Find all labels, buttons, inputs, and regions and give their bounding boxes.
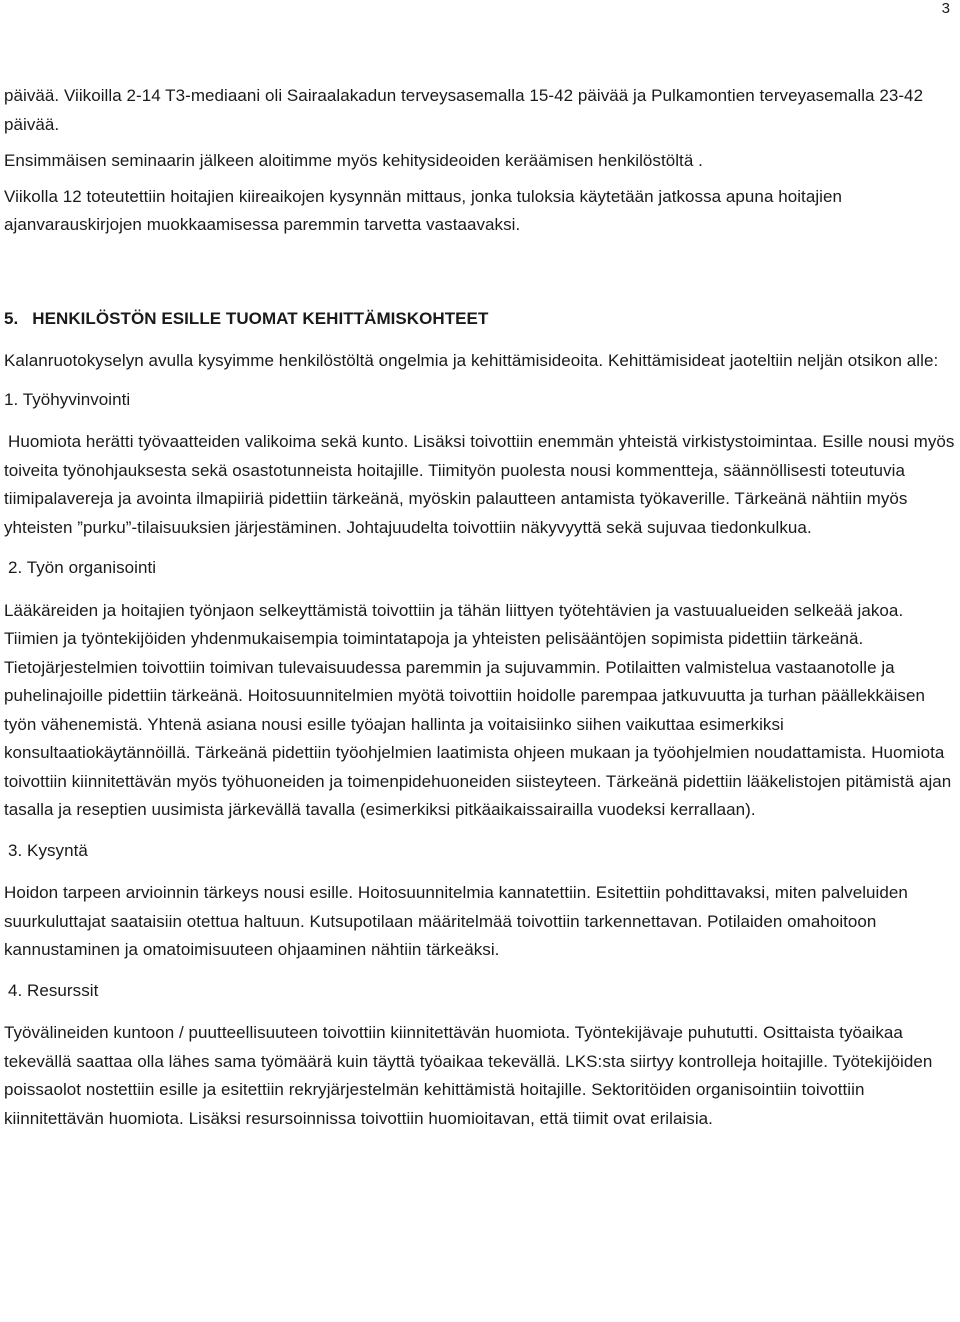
document-body [4,82,956,1145]
subsection-body-4: Työvälineiden kuntoon / puutteellisuuteen toivottiin kiinnitettävän huomiota. Työntekijävaje puhututti. Osittaista työaikaa tekevällä saattaa olla lähes sama työmäärä kuin täyttä työaikaa tekevällä. LKS:sta siirtyy kontrolleja hoitajille. Työtekijöiden poissaolot nostettiin esille ja esitettiin rekryjärjestelmän kehittämistä hoitajille. Sektoritöiden organisointiin toivottiin kiinnitettävän huomiota. Lisäksi resursoinnissa toivottiin huomioitavan, että tiimit ovat erilaisia. [4,1023,933,1128]
subsection-heading-3: 3. Kysyntä [8,840,88,860]
section-heading [4,305,956,334]
paragraph-intro-1: päivää. Viikoilla 2-14 T3-mediaani oli Sairaalakadun terveysasemalla 15-42 päivää ja Pulkamontien terveyasemalla 23-42 päivää. [4,86,924,134]
paragraph-intro-3: Viikolla 12 toteutettiin hoitajien kiireaikojen kysynnän mittaus, jonka tuloksia käytetään jatkossa apuna hoitajien ajanvarauskirjojen muokkaamisessa paremmin tarvetta vastaavaksi. [4,186,842,234]
section-number: 5. [4,308,19,328]
subsection-heading-4: 4. Resurssit [8,980,99,1000]
subsection-heading-2: 2. Työn organisointi [8,558,157,577]
section-title: HENKILÖSTÖN ESILLE TUOMAT KEHITTÄMISKOHTEET [32,308,489,328]
paragraph-intro-2: Ensimmäisen seminaarin jälkeen aloitimme myös kehitysideoiden keräämisen henkilöstöltä . [4,151,703,170]
subsection-body-2: Lääkäreiden ja hoitajien työnjaon selkeyttämistä toivottiin ja tähän liittyen työtehtävien ja vastuualueiden selkeää jakoa. Tiimien ja työntekijöiden yhdenmukaisempia toimintatapoja ja yhteisten pelisääntöjen sopimista pidettiin tärkeänä. Tietojärjestelmien toivottiin toimivan tulevaisuudessa paremmin ja sujuvammin. Potilaitten valmistelua vastaanotolle ja puhelinajoille pidettiin tärkeänä. Hoitosuunnitelmien myötä toivottiin hoidolle parempaa jatkuvuutta ja turhan päällekkäisen työn vähenemistä. Yhtenä asiana nousi esille työajan hallinta ja voitaisiinko siihen vaikuttaa esimerkiksi konsultaatiokäytännöillä. Tärkeänä pidettiin työohjelmien laatimista ohjeen mukaan ja työohjelmien noudattamista. Huomiota toivottiin kiinnitettävän myös työhuoneiden ja toimenpidehuoneiden siisteyteen. Tärkeänä pidettiin lääkelistojen pitämistä ajan tasalla ja reseptien uusimista järkevällä tavalla (esimerkiksi pitkäaikaissairailla vuodeksi kerrallaan). [4,600,952,819]
page-number: 3 [941,0,950,17]
subsection-body-1-text: Huomiota herätti työvaatteiden valikoima sekä kunto. Lisäksi toivottiin enemmän yhteistä virkistystoimintaa. Esille nousi myös toiveita työnohjauksesta sekä osastotunneista hoitajille. Tiimityön puolesta nousi kommentteja, säännöllisesti toteutuvia tiimipalavereja ja avointa ilmapiiriä pidettiin tärkeänä, myöskin palautteen antamista työkaverille. Tärkeänä nähtiin myös yhteisten ”purku”-tilaisuuksien järjestäminen. Johtajuudelta toivottiin näkyvyyttä sekä sujuvaa tiedonkulkua. [4,432,955,537]
subsection-heading-1: 1. Työhyvinvointi [4,389,131,409]
subsection-body-3: Hoidon tarpeen arvioinnin tärkeys nousi esille. Hoitosuunnitelmia kannatettiin. Esitettiin pohdittavaksi, miten palveluiden suurkuluttajat saataisiin otettua haltuun. Kutsupotilaan määritelmää toivottiin tarkennettavan. Potilaiden omahoitoon kannustaminen ja omatoimisuuteen ohjaaminen nähtiin tärkeäksi. [4,883,908,959]
section-lead-paragraph: Kalanruotokyselyn avulla kysyimme henkilöstöltä ongelmia ja kehittämisideoita. Kehittämisideat jaoteltiin neljän otsikon alle: [4,351,939,370]
subsection-body-1 [4,428,956,542]
